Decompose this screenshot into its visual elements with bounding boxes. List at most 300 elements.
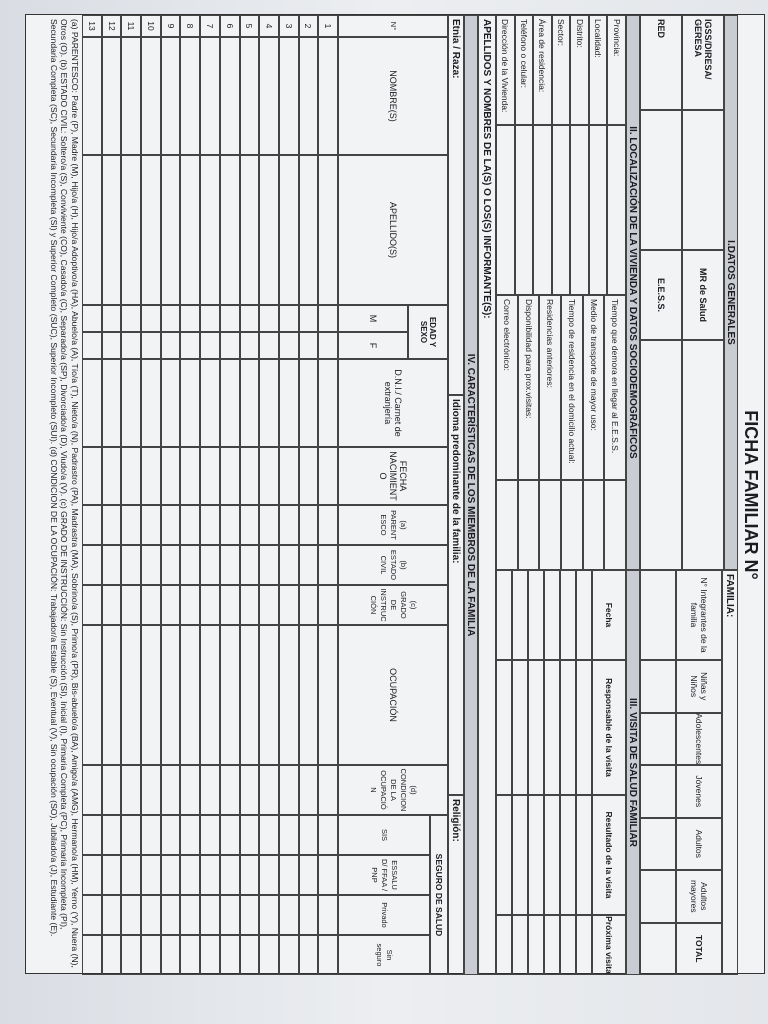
member-cell[interactable] [240,625,260,765]
member-cell[interactable] [161,155,181,305]
member-cell[interactable] [121,37,141,155]
sec2-right-input[interactable] [539,480,561,570]
member-cell[interactable] [259,155,279,305]
member-row-number: 7 [200,15,220,37]
visit-cell[interactable] [544,570,560,660]
member-cell[interactable] [259,855,279,895]
member-cell[interactable] [82,332,102,359]
member-cell[interactable] [141,895,161,935]
visit-cell[interactable] [576,570,592,660]
member-col-header: (d) CONDICION DE LA OCUPACIÓN [338,765,448,815]
sec1-title: I.DATOS GENERALES [724,15,738,570]
member-row-number: 2 [299,15,319,37]
visit-cell[interactable] [496,660,512,795]
sec1-label-red: RED [640,15,682,110]
member-cell[interactable] [200,447,220,505]
footnote: (a) PARENTESCO: Padre (P), Madre (M), Hijo/a (H), Hijo/a Adoptivo/a (HA), Abuelo/a (A), Tío/a (T), Nieto/a (N), Padrastro (PA), Madrastra (MA), Sobrino/a (S), Primo/a (PR), Bis-abuelo/a (BA), Amigo/a (AMG), Hermano/a (HM), Yerno (Y), Nuera (N), Otros (O). (b) ESTADO CIVIL: Soltero/a (S), Conviviente (CO), Casado/a (C), Separado/a (SP), Divorciado/a (D), Viudo/a (V). (c) GRADO DE INSTRUCCIÓN: Sin Instrucción (SI), Inicial (I), Primaria Completa (PC), Primaria Incompleta (PI), Secundaria Completa (SC), Secundaria Incompleta (SI) y Superior Completo (SUC), Superior Incompleto (SUI). (d) CONDICION DE LA OCUPACIÓN: Trabajador/a Estable (S), Eventual (V), Sin ocupación (SO), Jubilado/a (J), Estudiante (E). [49,19,80,968]
member-row-number: 8 [180,15,200,37]
member-cell[interactable] [82,815,102,855]
member-col-header: ESSALUD/ FFAA / PNP [338,855,430,895]
sec2-right-label: Tiempo que demora en llegar al E.E.S.S. [604,295,626,480]
member-cell[interactable] [180,855,200,895]
member-cell[interactable] [121,305,141,332]
member-cell[interactable] [121,505,141,545]
member-cell[interactable] [240,155,260,305]
visit-cell[interactable] [560,915,576,975]
member-cell[interactable] [200,505,220,545]
member-cell[interactable] [121,585,141,625]
member-cell[interactable] [82,765,102,815]
age-group-label: Adultos mayores [676,870,722,923]
visit-cell[interactable] [560,660,576,795]
member-cell[interactable] [200,37,220,155]
religion-label: Religión: [448,795,464,975]
member-cell[interactable] [259,505,279,545]
member-cell[interactable] [299,155,319,305]
member-cell[interactable] [220,765,240,815]
member-cell[interactable] [102,332,122,359]
member-cell[interactable] [318,765,338,815]
member-cell[interactable] [279,505,299,545]
member-cell[interactable] [141,585,161,625]
visit-cell[interactable] [528,570,544,660]
member-cell[interactable] [200,625,220,765]
member-cell[interactable] [318,359,338,447]
sec1-input-red[interactable] [640,110,682,250]
member-cell[interactable] [299,359,319,447]
member-cell[interactable] [240,545,260,585]
sec2-left-input[interactable] [589,125,608,295]
member-cell[interactable] [318,585,338,625]
member-cell[interactable] [161,545,181,585]
member-cell[interactable] [240,505,260,545]
visit-cell[interactable] [560,570,576,660]
visit-cell[interactable] [544,660,560,795]
member-cell[interactable] [279,447,299,505]
member-cell[interactable] [161,37,181,155]
visit-cell[interactable] [576,915,592,975]
visit-cell[interactable] [512,915,528,975]
member-cell[interactable] [318,447,338,505]
visit-col-header: Próxima visita [592,915,626,975]
member-cell[interactable] [161,855,181,895]
member-row-number: 9 [161,15,181,37]
seguro-header: SEGURO DE SALUD [430,815,448,975]
member-cell[interactable] [141,935,161,975]
member-cell[interactable] [102,359,122,447]
member-cell[interactable] [259,585,279,625]
member-cell[interactable] [318,895,338,935]
member-cell[interactable] [259,37,279,155]
member-cell[interactable] [102,815,122,855]
member-cell[interactable] [121,359,141,447]
member-cell[interactable] [141,855,161,895]
member-cell[interactable] [220,545,240,585]
member-cell[interactable] [299,895,319,935]
member-cell[interactable] [200,545,220,585]
member-cell[interactable] [161,359,181,447]
member-cell[interactable] [200,332,220,359]
member-col-header: (b) ESTADO CIVIL [338,545,448,585]
sec2-right-label: Medio de transporte de mayor uso: [583,295,605,480]
member-row-number: 1 [318,15,338,37]
member-cell[interactable] [299,505,319,545]
member-cell[interactable] [220,505,240,545]
member-cell[interactable] [200,815,220,855]
member-cell[interactable] [220,305,240,332]
member-cell[interactable] [279,359,299,447]
member-cell[interactable] [220,855,240,895]
member-col-header: Sin seguro [338,935,430,975]
member-row-number: 5 [240,15,260,37]
member-cell[interactable] [121,935,141,975]
member-cell[interactable] [102,935,122,975]
member-cell[interactable] [279,765,299,815]
member-cell[interactable] [318,305,338,332]
member-cell[interactable] [102,305,122,332]
member-cell[interactable] [121,765,141,815]
age-group-label: Jóvenes [676,765,722,818]
member-cell[interactable] [121,815,141,855]
member-cell[interactable] [240,305,260,332]
age-group-input[interactable] [640,870,676,923]
member-cell[interactable] [121,895,141,935]
member-cell[interactable] [180,332,200,359]
member-cell[interactable] [318,855,338,895]
member-cell[interactable] [200,585,220,625]
member-cell[interactable] [279,935,299,975]
etnia-label: Etnia / Raza: [448,15,464,395]
member-cell[interactable] [318,37,338,155]
member-cell[interactable] [299,545,319,585]
member-cell[interactable] [220,935,240,975]
member-cell[interactable] [279,815,299,855]
member-cell[interactable] [299,855,319,895]
sec2-left-label: Provincia: [607,15,626,125]
member-cell[interactable] [200,155,220,305]
member-cell[interactable] [180,37,200,155]
member-cell[interactable] [318,815,338,855]
member-cell[interactable] [102,505,122,545]
member-cell[interactable] [102,625,122,765]
member-cell[interactable] [240,815,260,855]
member-cell[interactable] [121,332,141,359]
member-cell[interactable] [259,625,279,765]
member-cell[interactable] [141,359,161,447]
member-cell[interactable] [141,625,161,765]
member-cell[interactable] [180,505,200,545]
member-cell[interactable] [299,447,319,505]
member-cell[interactable] [102,855,122,895]
member-col-header: N° [338,15,448,37]
idioma-label: Idioma predominante de la familia: [448,395,464,795]
visit-col-header: Resultado de la visita [592,795,626,915]
member-cell[interactable] [180,625,200,765]
member-cell[interactable] [259,305,279,332]
member-cell[interactable] [161,765,181,815]
member-cell[interactable] [102,155,122,305]
visit-cell[interactable] [512,570,528,660]
member-cell[interactable] [82,37,102,155]
member-cell[interactable] [82,155,102,305]
member-cell[interactable] [240,447,260,505]
member-cell[interactable] [318,155,338,305]
sec2-right-input[interactable] [604,480,626,570]
sec2-right-label: Correo electrónico: [496,295,518,480]
member-cell[interactable] [220,625,240,765]
member-cell[interactable] [161,505,181,545]
member-cell[interactable] [141,37,161,155]
member-cell[interactable] [318,545,338,585]
member-row-number: 6 [220,15,240,37]
visit-cell[interactable] [496,570,512,660]
visit-col-header: Fecha [592,570,626,660]
member-cell[interactable] [200,765,220,815]
member-cell[interactable] [141,332,161,359]
visit-cell[interactable] [576,795,592,915]
sec2-left-label: Dirección de la Vivienda: [496,15,515,125]
member-cell[interactable] [299,332,319,359]
member-cell[interactable] [240,332,260,359]
member-cell[interactable] [141,765,161,815]
sec2-right-label: Tiempo de residencia en el domicilio actual: [561,295,583,480]
member-cell[interactable] [180,305,200,332]
member-cell[interactable] [200,855,220,895]
member-col-header: (a) PARENTESCO [338,505,448,545]
sec2-right-label: Residencias anteriores: [539,295,561,480]
member-cell[interactable] [180,155,200,305]
member-cell[interactable] [161,895,181,935]
sec2-left-input[interactable] [496,125,515,295]
age-group-input[interactable] [640,765,676,818]
member-cell[interactable] [220,815,240,855]
visit-cell[interactable] [544,795,560,915]
edad-sexo-header: EDAD Y SEXO [408,305,448,359]
member-cell[interactable] [279,855,299,895]
age-group-input[interactable] [640,923,676,976]
member-cell[interactable] [299,935,319,975]
member-cell[interactable] [318,625,338,765]
visit-cell[interactable] [560,795,576,915]
member-cell[interactable] [180,815,200,855]
member-cell[interactable] [259,895,279,935]
member-col-header: APELLIDO(S) [338,155,448,305]
member-cell[interactable] [220,895,240,935]
member-col-header: Privado [338,895,430,935]
member-col-header: (c) GRADO DE INSTRUCCIÓN [338,585,448,625]
member-cell[interactable] [180,359,200,447]
member-cell[interactable] [82,545,102,585]
member-cell[interactable] [121,625,141,765]
member-cell[interactable] [318,505,338,545]
member-cell[interactable] [102,37,122,155]
member-cell[interactable] [200,305,220,332]
member-cell[interactable] [240,37,260,155]
member-cell[interactable] [82,505,102,545]
age-group-input[interactable] [640,818,676,871]
member-cell[interactable] [102,447,122,505]
member-cell[interactable] [102,895,122,935]
sec2-right-input[interactable] [583,480,605,570]
member-cell[interactable] [279,585,299,625]
sec2-left-label: Área de residencia: [533,15,552,125]
member-cell[interactable] [279,625,299,765]
member-cell[interactable] [299,625,319,765]
member-cell[interactable] [279,305,299,332]
visit-cell[interactable] [576,660,592,795]
member-cell[interactable] [259,359,279,447]
familia-label: FAMILIA: [722,570,738,975]
member-cell[interactable] [161,305,181,332]
member-cell[interactable] [240,855,260,895]
visit-cell[interactable] [496,795,512,915]
member-cell[interactable] [180,447,200,505]
sec2-right-input[interactable] [496,480,518,570]
member-cell[interactable] [141,815,161,855]
member-cell[interactable] [82,447,102,505]
member-cell[interactable] [141,505,161,545]
member-cell[interactable] [318,332,338,359]
visit-cell[interactable] [528,795,544,915]
member-cell[interactable] [141,305,161,332]
visit-cell[interactable] [544,915,560,975]
member-cell[interactable] [279,332,299,359]
sec2-left-input[interactable] [607,125,626,295]
member-cell[interactable] [220,447,240,505]
sec2-right-label: Disponibilidad para prox.visitas: [518,295,540,480]
member-cell[interactable] [259,765,279,815]
sec2-left-input[interactable] [533,125,552,295]
member-cell[interactable] [161,447,181,505]
sec2-right-input[interactable] [518,480,540,570]
member-cell[interactable] [299,37,319,155]
member-cell[interactable] [200,935,220,975]
member-col-header: FECHA NACIMIENTO [338,447,448,505]
member-cell[interactable] [161,815,181,855]
visit-cell[interactable] [512,795,528,915]
ficha-familiar-form [25,14,765,974]
age-group-input[interactable] [640,660,676,713]
member-cell[interactable] [220,332,240,359]
member-cell[interactable] [161,332,181,359]
member-cell[interactable] [200,359,220,447]
member-cell[interactable] [279,155,299,305]
visit-cell[interactable] [528,660,544,795]
member-cell[interactable] [180,895,200,935]
member-cell[interactable] [121,545,141,585]
sexo-m-header: M [338,305,408,332]
member-cell[interactable] [121,447,141,505]
member-cell[interactable] [279,37,299,155]
member-cell[interactable] [121,155,141,305]
member-cell[interactable] [279,895,299,935]
sec1-input-eess[interactable] [640,340,682,570]
member-cell[interactable] [102,545,122,585]
member-cell[interactable] [141,545,161,585]
visit-cell[interactable] [496,915,512,975]
member-cell[interactable] [240,359,260,447]
member-cell[interactable] [82,625,102,765]
member-row-number: 13 [82,15,102,37]
integrantes-input[interactable] [640,570,676,660]
sec1-input-igss[interactable] [682,110,724,250]
member-cell[interactable] [220,37,240,155]
member-cell[interactable] [82,935,102,975]
member-cell[interactable] [299,585,319,625]
visit-cell[interactable] [512,660,528,795]
member-cell[interactable] [121,855,141,895]
member-cell[interactable] [240,895,260,935]
member-col-header: OCUPACIÓN [338,625,448,765]
sec2-left-input[interactable] [515,125,534,295]
member-row-number: 4 [259,15,279,37]
member-cell[interactable] [180,935,200,975]
sexo-f-header: F [338,332,408,359]
member-cell[interactable] [180,585,200,625]
sec1-input-mr[interactable] [682,340,724,570]
member-cell[interactable] [299,305,319,332]
member-cell[interactable] [200,895,220,935]
member-cell[interactable] [220,585,240,625]
member-cell[interactable] [180,765,200,815]
member-cell[interactable] [180,545,200,585]
member-row-number: 12 [102,15,122,37]
member-cell[interactable] [240,765,260,815]
visit-cell[interactable] [528,915,544,975]
member-cell[interactable] [259,545,279,585]
member-cell[interactable] [279,545,299,585]
member-cell[interactable] [161,585,181,625]
member-cell[interactable] [259,332,279,359]
member-cell[interactable] [259,815,279,855]
member-cell[interactable] [102,765,122,815]
member-cell[interactable] [161,935,181,975]
age-group-label: Adultos [676,818,722,871]
visit-col-header: Responsable de la visita [592,660,626,795]
member-cell[interactable] [141,155,161,305]
sec2-left-input[interactable] [570,125,589,295]
member-cell[interactable] [82,305,102,332]
member-cell[interactable] [299,815,319,855]
member-cell[interactable] [240,935,260,975]
age-group-input[interactable] [640,713,676,766]
sec2-left-label: Localidad: [589,15,608,125]
sec2-left-label: Sector: [552,15,571,125]
member-cell[interactable] [82,855,102,895]
sec2-left-input[interactable] [552,125,571,295]
member-cell[interactable] [259,447,279,505]
member-col-header: NOMBRE(S) [338,37,448,155]
sec3-title: III. VISITA DE SALUD FAMILIAR [626,570,640,975]
member-cell[interactable] [318,935,338,975]
member-cell[interactable] [82,585,102,625]
sec2-title: II. LOCALIZACIÓN DE LA VIVIENDA Y DATOS SOCIODEMOGRÁFICOS [626,15,640,570]
member-cell[interactable] [240,585,260,625]
member-cell[interactable] [141,447,161,505]
member-cell[interactable] [82,359,102,447]
member-row-number: 10 [141,15,161,37]
member-cell[interactable] [259,935,279,975]
member-cell[interactable] [220,359,240,447]
sec2-right-input[interactable] [561,480,583,570]
sec1-label-mr: MR de Salud [682,250,724,340]
member-cell[interactable] [82,895,102,935]
member-cell[interactable] [299,765,319,815]
sec1-label-igss: IGSS/DIRESA/ GERESA [682,15,724,110]
member-cell[interactable] [220,155,240,305]
member-cell[interactable] [161,625,181,765]
member-cell[interactable] [102,585,122,625]
